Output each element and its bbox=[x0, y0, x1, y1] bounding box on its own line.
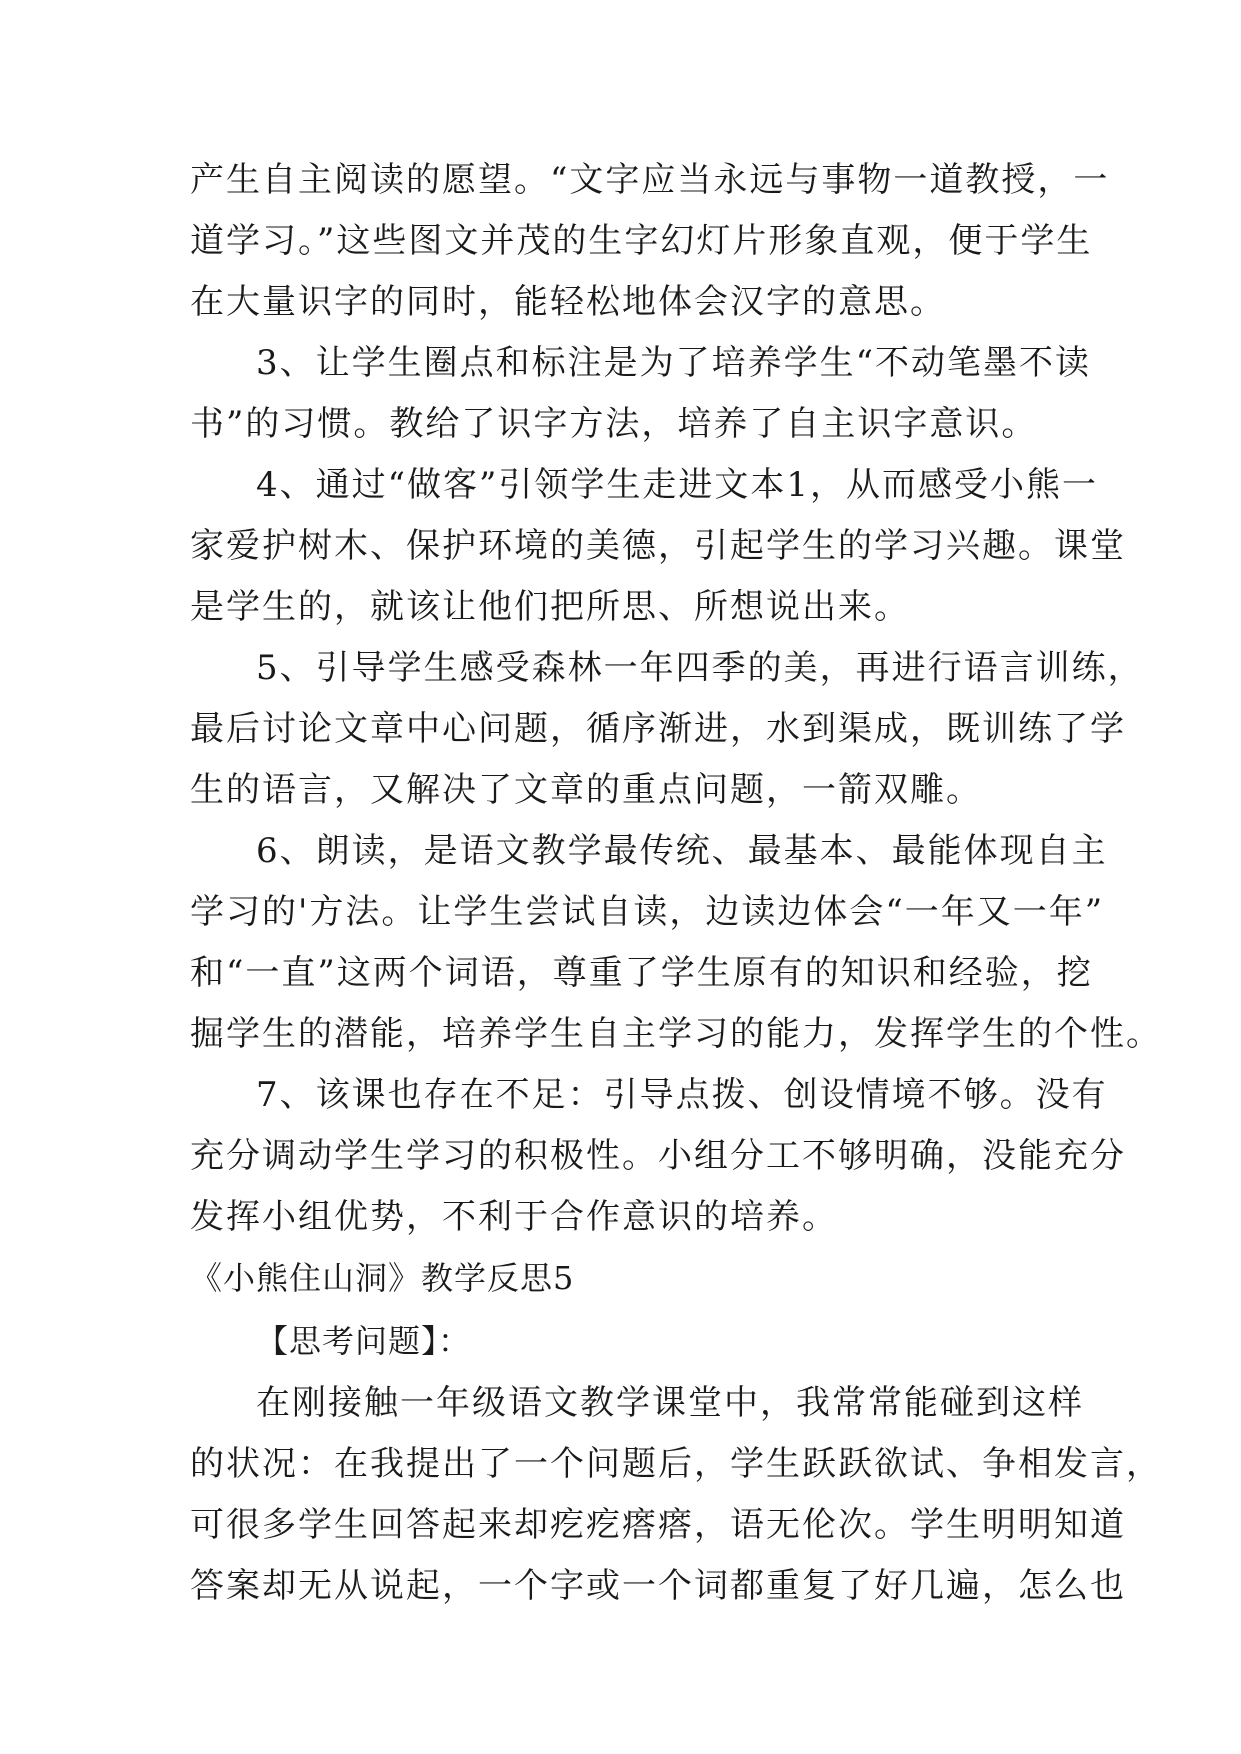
paragraph bbox=[190, 1065, 1126, 1248]
paragraph bbox=[190, 638, 1144, 821]
text-line: 答案却无从说起，一个字或一个词都重复了好几遍，怎么也 bbox=[190, 1566, 1126, 1606]
text-line: 5、引导学生感受森林一年四季的美，再进行语言训练， bbox=[256, 648, 1144, 688]
text-line: 书”的习惯。教给了识字方法，培养了自主识字意识。 bbox=[190, 404, 1038, 444]
text-line: 家爱护树木、保护环境的美德，引起学生的学习兴趣。课堂 bbox=[190, 526, 1126, 566]
section-title: 《小熊住山洞》教学反思5 bbox=[190, 1259, 575, 1297]
paragraph bbox=[190, 821, 1162, 1065]
text-line: 在刚接触一年级语文教学课堂中，我常常能碰到这样 bbox=[256, 1383, 1084, 1423]
paragraph bbox=[190, 333, 1092, 455]
paragraph bbox=[190, 150, 1110, 333]
subheading: 【思考问题】： bbox=[256, 1322, 472, 1360]
text-line: 3、让学生圈点和标注是为了培养学生“不动笔墨不读 bbox=[256, 343, 1092, 383]
text-line: 生的语言，又解决了文章的重点问题，一箭双雕。 bbox=[190, 770, 982, 810]
paragraph bbox=[190, 1373, 1162, 1617]
text-line: 发挥小组优势，不利于合作意识的培养。 bbox=[190, 1197, 838, 1237]
text-line: 产生自主阅读的愿望。“文字应当永远与事物一道教授，一 bbox=[190, 160, 1110, 200]
text-line: 可很多学生回答起来却疙疙瘩瘩，语无伦次。学生明明知道 bbox=[190, 1505, 1126, 1545]
text-line: 的状况：在我提出了一个问题后，学生跃跃欲试、争相发言， bbox=[190, 1444, 1162, 1484]
text-line: 4、通过“做客”引领学生走进文本1，从而感受小熊一 bbox=[256, 465, 1099, 505]
text-line: 掘学生的潜能，培养学生自主学习的能力，发挥学生的个性。 bbox=[190, 1014, 1162, 1054]
text-line: 充分调动学生学习的积极性。小组分工不够明确，没能充分 bbox=[190, 1136, 1126, 1176]
text-line: 和“一直”这两个词语，尊重了学生原有的知识和经验，挖 bbox=[190, 953, 1093, 993]
text-line: 学习的'方法。让学生尝试自读，边读边体会“一年又一年” bbox=[190, 892, 1105, 932]
text-line: 最后讨论文章中心问题，循序渐进，水到渠成，既训练了学 bbox=[190, 709, 1126, 749]
text-line: 是学生的，就该让他们把所思、所想说出来。 bbox=[190, 587, 910, 627]
text-line: 6、朗读，是语文教学最传统、最基本、最能体现自主 bbox=[256, 831, 1108, 871]
document-page bbox=[190, 150, 1162, 1617]
paragraph bbox=[190, 455, 1126, 638]
text-line: 在大量识字的同时，能轻松地体会汉字的意思。 bbox=[190, 282, 946, 322]
text-line: 道学习。”这些图文并茂的生字幻灯片形象直观，便于学生 bbox=[190, 221, 1093, 261]
text-line: 7、该课也存在不足：引导点拨、创设情境不够。没有 bbox=[256, 1075, 1108, 1115]
